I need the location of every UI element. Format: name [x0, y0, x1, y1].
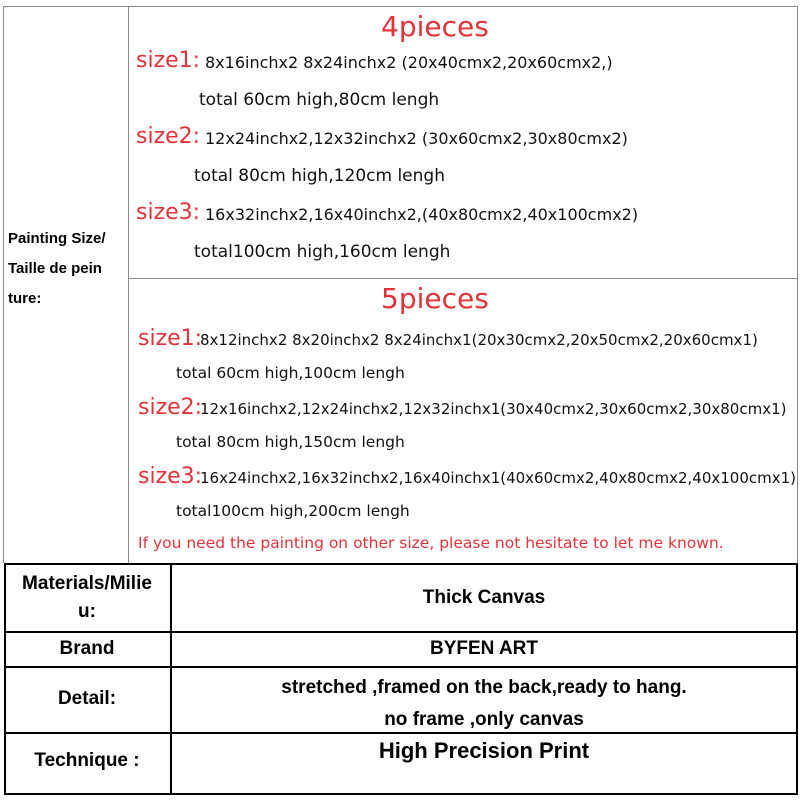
brand-label: Brand — [59, 638, 115, 659]
technique-value: High Precision Print — [378, 738, 590, 763]
five-size2-total: total 80cm high,150cm lengh — [176, 433, 405, 451]
upper-table-row-divider — [128, 278, 798, 279]
spec-table-bottom-border — [4, 793, 798, 795]
materials-label-line1: Materials/Milie — [22, 573, 152, 594]
four-size3-spec: 16x32inchx2,16x40inchx2,(40x80cmx2,40x100cmx2) — [205, 205, 639, 224]
custom-size-note: If you need the painting on other size, please not hesitate to let me known. — [138, 534, 724, 552]
spec-table-right-border — [796, 563, 798, 795]
five-size2-label: size2: — [138, 395, 203, 420]
five-size2-spec: 12x16inchx2,12x24inchx2,12x32inchx1(30x40cmx2,30x60cmx2,30x80cmx1) — [200, 400, 787, 418]
four-size2-total: total 80cm high,120cm lengh — [194, 166, 445, 186]
painting-size-label-line2: Taille de pein — [8, 260, 102, 277]
four-size2-label: size2: — [136, 124, 201, 149]
painting-size-label-line1: Painting Size/ — [8, 230, 106, 247]
brand-value: BYFEN ART — [429, 638, 539, 659]
five-size3-spec: 16x24inchx2,16x32inchx2,16x40inchx1(40x60cmx2,40x80cmx2,40x100cmx1) — [200, 469, 797, 487]
four-size2-spec: 12x24inchx2,12x32inchx2 (30x60cmx2,30x80cmx2) — [205, 129, 628, 148]
materials-value: Thick Canvas — [422, 587, 546, 608]
five-pieces-heading: 5pieces — [381, 282, 489, 315]
five-size3-label: size3: — [138, 464, 203, 489]
technique-label: Technique : — [34, 750, 140, 771]
four-size1-label: size1: — [136, 48, 201, 73]
four-size3-label: size3: — [136, 200, 201, 225]
four-size3-total: total100cm high,160cm lengh — [194, 242, 451, 262]
spec-table-row-divider-2 — [4, 666, 798, 668]
detail-value-line2: no frame ,only canvas — [384, 709, 584, 730]
five-size1-total: total 60cm high,100cm lengh — [176, 364, 405, 382]
four-size1-spec: 8x16inchx2 8x24inchx2 (20x40cmx2,20x60cmx2,) — [205, 53, 613, 72]
five-size3-total: total100cm high,200cm lengh — [176, 502, 410, 520]
detail-value — [172, 672, 796, 736]
five-size1-spec: 8x12inchx2 8x20inchx2 8x24inchx1(20x30cmx2,20x50cmx2,20x60cmx1) — [200, 331, 758, 349]
spec-table-top-border — [4, 563, 798, 565]
upper-table-top-border — [3, 6, 798, 7]
upper-table-right-border — [797, 6, 798, 563]
painting-size-label — [8, 224, 126, 314]
materials-label-line2: u: — [78, 601, 96, 622]
spec-table-row-divider-1 — [4, 631, 798, 633]
detail-label: Detail: — [57, 688, 117, 709]
upper-table-left-border — [3, 6, 4, 563]
five-size1-label: size1: — [138, 326, 203, 351]
materials-label — [4, 570, 170, 626]
four-pieces-heading: 4pieces — [381, 10, 489, 43]
four-size1-total: total 60cm high,80cm lengh — [199, 90, 440, 110]
painting-size-label-line3: ture: — [8, 290, 42, 307]
upper-table-column-divider — [128, 6, 129, 563]
detail-value-line1: stretched ,framed on the back,ready to hang. — [281, 677, 687, 698]
